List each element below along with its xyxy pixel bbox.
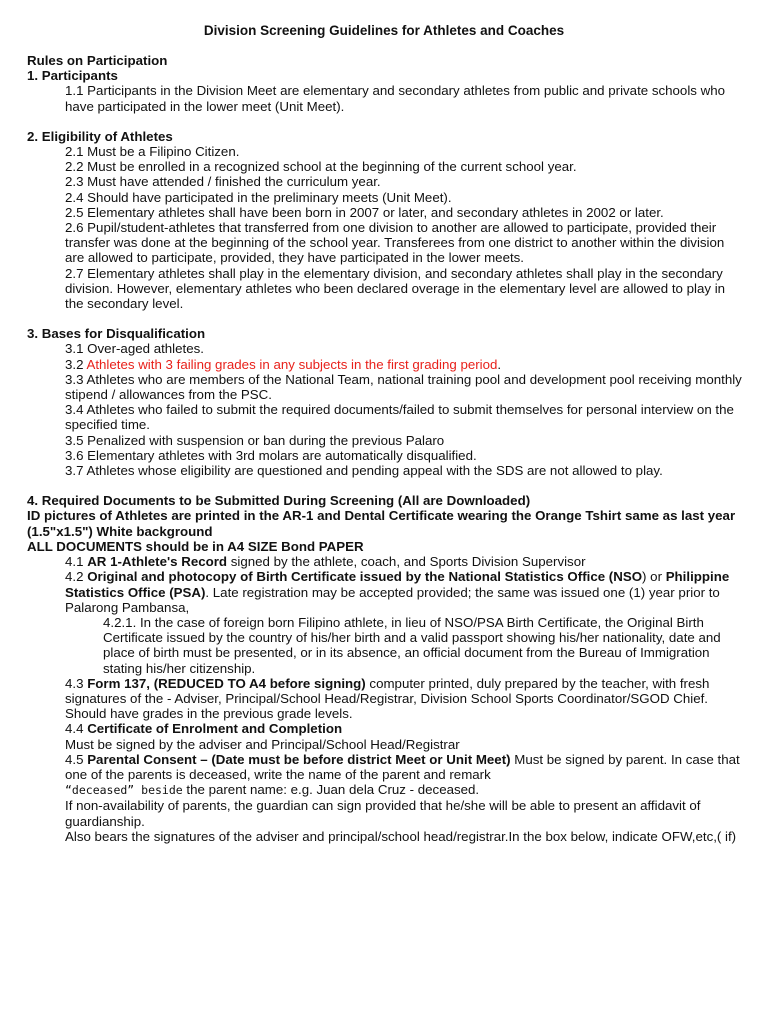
item-4-2-title-nso: Original and photocopy of Birth Certificate issued by the National Statistics Office (NSO: [87, 569, 643, 585]
item-4-5-text: Must be signed by parent. In case that one of the parents is deceased, write the name of the parent and remark: [65, 751, 740, 782]
item-3-2: [27, 357, 743, 372]
item-3-6: 3.6 Elementary athletes with 3rd molars are automatically disqualified.: [65, 447, 477, 463]
item-4-5-signatures: Also bears the signatures of the adviser and principal/school head/registrar.In the box below, indicate OFW,etc,( if): [65, 828, 737, 844]
item-2-7: 2.7 Elementary athletes shall play in the elementary division, and secondary athletes shall play in the secondary division. However, elementary athletes who been declared overage in the elementary level are allowed to play in the secondary level.: [65, 265, 726, 312]
item-4-3-number: 4.3: [65, 675, 88, 691]
item-4-5-guardian: If non-availability of parents, the guardian can sign provided that he/she will be able to present an affidavit of guardianship.: [65, 798, 701, 829]
item-3-3: 3.3 Athletes who are members of the National Team, national training pool and development pool receiving monthly stipend / allowances from the PSC.: [65, 371, 742, 403]
item-4-2-title-psa: Philippine Statistics Office (PSA): [65, 569, 730, 600]
item-2-4: 2.4 Should have participated in the preliminary meets (Unit Meet).: [65, 189, 452, 205]
item-3-2-end: .: [497, 356, 502, 372]
item-4-5-number: 4.5: [65, 751, 88, 767]
rules-heading: Rules on Participation: [27, 53, 168, 68]
section-2-heading: 2. Eligibility of Athletes: [27, 128, 173, 144]
id-pictures-note: ID pictures of Athletes are printed in the AR-1 and Dental Certificate wearing the Orange Tshirt same as last year (1.5"x1.5") White background: [27, 508, 736, 539]
item-4-1: [27, 554, 743, 569]
item-4-3: [27, 676, 743, 722]
item-2-3: 2.3 Must have attended / finished the curriculum year.: [65, 174, 381, 190]
item-4-5-deceased-remark: “deceased” beside: [65, 783, 183, 798]
item-3-7: 3.7 Athletes whose eligibility are questioned and pending appeal with the SDS are not allowed to play.: [65, 463, 663, 479]
section-4-heading: 4. Required Documents to be Submitted During Screening (All are Downloaded): [27, 493, 531, 509]
section-1-heading: 1. Participants: [27, 68, 118, 84]
item-4-1-title: AR 1-Athlete's Record: [87, 554, 228, 570]
item-3-5: 3.5 Penalized with suspension or ban during the previous Palaro: [65, 432, 445, 448]
item-4-2-text: . Late registration may be accepted provided; the same was issued one (1) year prior to Palarong Pambansa,: [65, 584, 720, 615]
item-2-2: 2.2 Must be enrolled in a recognized school at the beginning of the current school year.: [65, 159, 577, 175]
item-4-4-number: 4.4: [65, 721, 88, 737]
item-3-4: 3.4 Athletes who failed to submit the required documents/failed to submit themselves for personal interview on the specified time.: [65, 402, 734, 433]
item-4-1-text: signed by the athlete, coach, and Sports Division Supervisor: [227, 554, 586, 570]
item-3-2-number: 3.2: [65, 356, 87, 372]
item-4-1-number: 4.1: [65, 554, 88, 570]
item-4-4-title: Certificate of Enrolment and Completion: [87, 721, 343, 737]
section-3-heading: 3. Bases for Disqualification: [27, 326, 206, 342]
item-2-6: 2.6 Pupil/student-athletes that transferred from one division to another are allowed to participate, provided their transfer was done at the beginning of the school year. Transferees from one district to another within the division are allowed to participate, provided, they have participated in the lower meets.: [65, 220, 725, 266]
item-3-2-highlight: Athletes with 3 failing grades in any subjects in the first grading period: [86, 356, 498, 372]
paper-size-note: ALL DOCUMENTS should be in A4 SIZE Bond PAPER: [27, 538, 364, 554]
item-4-2-number: 4.2: [65, 569, 88, 585]
item-4-4-text: Must be signed by the adviser and Principal/School Head/Registrar: [65, 736, 460, 752]
item-4-5-example: the parent name: e.g. Juan dela Cruz - deceased.: [182, 782, 480, 798]
spacer: [27, 311, 743, 326]
item-4-5: [27, 752, 743, 799]
item-4-4: [27, 721, 743, 736]
item-2-1: 2.1 Must be a Filipino Citizen.: [65, 144, 240, 160]
item-1-1: 1.1 Participants in the Division Meet are elementary and secondary athletes from public and private schools who have participated in the lower meet (Unit Meet).: [65, 83, 726, 114]
spacer: [27, 478, 743, 493]
item-4-2: [27, 569, 743, 615]
item-4-2-1: 4.2.1. In the case of foreign born Filipino athlete, in lieu of NSO/PSA Birth Certificate, the Original Birth Certificate issued by the country of his/her birth and a valid passport showing his/her nationality, date and place of birth must be presented, or in its absence, an official document from the Bureau of Immigration stating his/her citizenship.: [103, 614, 721, 676]
document-body: [27, 53, 743, 844]
item-4-3-title: Form 137, (REDUCED TO A4 before signing): [87, 675, 366, 691]
item-2-5: 2.5 Elementary athletes shall have been born in 2007 or later, and secondary athletes in 2002 or later.: [65, 204, 664, 220]
document-title: Division Screening Guidelines for Athletes and Coaches: [203, 23, 565, 38]
spacer: [27, 114, 743, 129]
item-4-3-text: computer printed, duly prepared by the teacher, with fresh signatures of the - Adviser, Principal/School Head/Registrar, Division School Sports Coordinator/SGOD Chief. Should have grades in the previous grade levels.: [65, 675, 710, 722]
item-3-1: 3.1 Over-aged athletes.: [65, 341, 204, 357]
item-4-5-title: Parental Consent – (Date must be before district Meet or Unit Meet): [87, 751, 511, 767]
item-4-2-connector: ) or: [642, 569, 666, 585]
